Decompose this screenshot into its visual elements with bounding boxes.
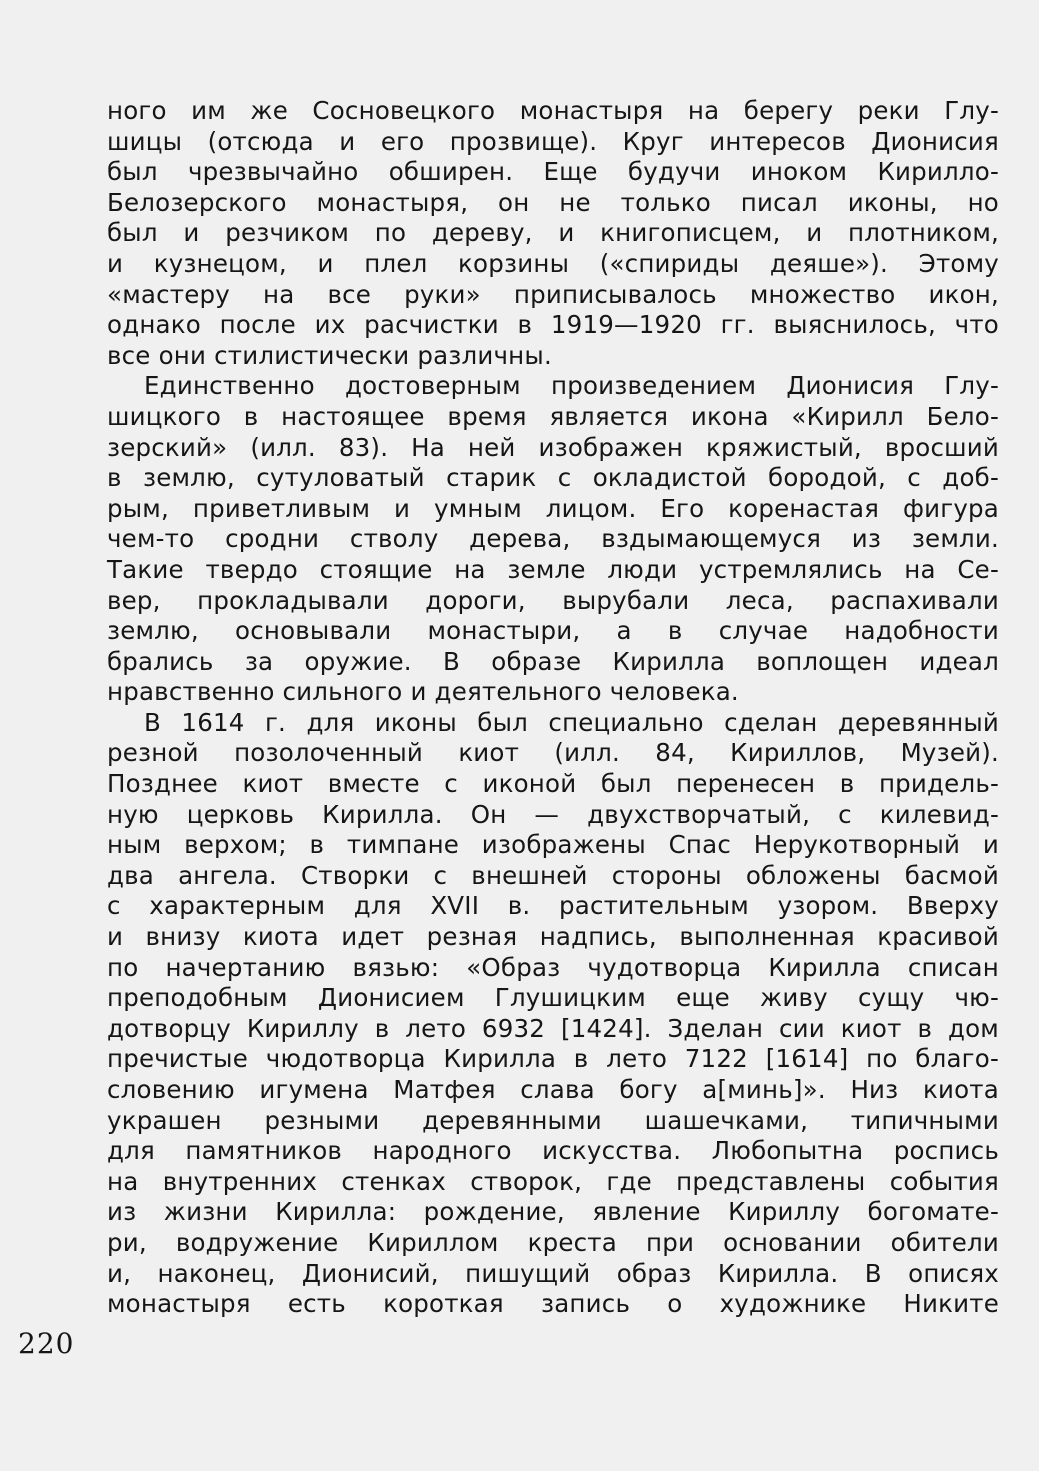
text-line: был и резчиком по дереву, и книгописцем, и плотником, [107,218,999,248]
text-line: пречистые чюдотворца Кирилла в лето 7122 [1614] по благо- [107,1044,999,1074]
text-line: и внизу киота идет резная надпись, выполненная красивой [107,922,999,952]
text-line: Белозерского монастыря, он не только писал иконы, но [107,187,999,217]
text-line: Единственно достоверным произведением Дионисия Глу- [144,371,999,401]
text-line: дотворцу Кириллу в лето 6932 [1424]. Зделан сии киот в дом [107,1013,999,1043]
text-line: нравственно сильного и деятельного человека. [107,677,739,707]
text-line: для памятников народного искусства. Любопытна роспись [107,1136,999,1166]
text-line: ри, водружение Кириллом креста при основании обители [107,1227,999,1257]
text-line: монастыря есть короткая запись о художнике Никите [107,1289,999,1319]
text-line: по начертанию вязью: «Образ чудотворца Кирилла списан [107,952,999,982]
text-line: два ангела. Створки с внешней стороны обложены басмой [107,860,999,890]
text-line: зерский» (илл. 83). На ней изображен кряжистый, вросший [107,432,999,462]
text-line: чем-то сродни стволу дерева, вздымающемуся из земли. [107,524,999,554]
text-line: однако после их расчистки в 1919—1920 гг. выяснилось, что [107,310,999,340]
text-line: украшен резными деревянными шашечками, типичными [107,1105,999,1135]
text-line: с характерным для XVII в. растительным узором. Вверху [107,891,999,921]
text-line: все они стилистически различны. [107,340,552,370]
text-line: землю, основывали монастыри, а в случае надобности [107,616,999,646]
text-line: шицкого в настоящее время является икона «Кирилл Бело- [107,401,999,431]
text-line: на внутренних стенках створок, где представлены события [107,1166,999,1196]
text-line: ного им же Сосновецкого монастыря на берегу реки Глу- [107,96,999,125]
text-line: ным верхом; в тимпане изображены Спас Нерукотворный и [107,830,999,860]
text-line: словению игумена Матфея слава богу а[минь]». Низ киота [107,1075,999,1104]
text-line: преподобным Дионисием Глушицким еще живу сущу чю- [107,983,999,1013]
text-line: Позднее киот вместе с иконой был перенесен в придель- [107,769,999,799]
text-line: был чрезвычайно обширен. Еще будучи иноком Кирилло- [107,157,999,187]
text-line: брались за оружие. В образе Кирилла воплощен идеал [107,646,999,676]
text-line: в землю, сутуловатый старик с окладистой бородой, с доб- [107,463,999,493]
text-line: резной позолоченный киот (илл. 84, Кириллов, Музей). [107,738,999,768]
text-line: из жизни Кирилла: рождение, явление Кириллу богомате- [107,1197,999,1227]
page-number: 220 [18,1327,75,1360]
text-line: шицы (отсюда и его прозвище). Круг интересов Дионисия [107,126,999,156]
text-line: и, наконец, Дионисий, пишущий образ Кирилла. В описях [107,1258,999,1288]
text-line: рым, приветливым и умным лицом. Его коренастая фигура [107,493,999,523]
text-line: ную церковь Кирилла. Он — двухстворчатый, с килевид- [107,799,999,829]
text-line: «мастеру на все руки» приписывалось множество икон, [107,279,999,309]
text-line: вер, прокладывали дороги, вырубали леса, распахивали [107,585,999,615]
body-text [107,96,999,1320]
text-line: Такие твердо стоящие на земле люди устремлялись на Се- [107,554,999,584]
text-line: В 1614 г. для иконы был специально сделан деревянный [144,707,999,737]
text-line: и кузнецом, и плел корзины («спириды деяше»). Этому [107,248,999,278]
